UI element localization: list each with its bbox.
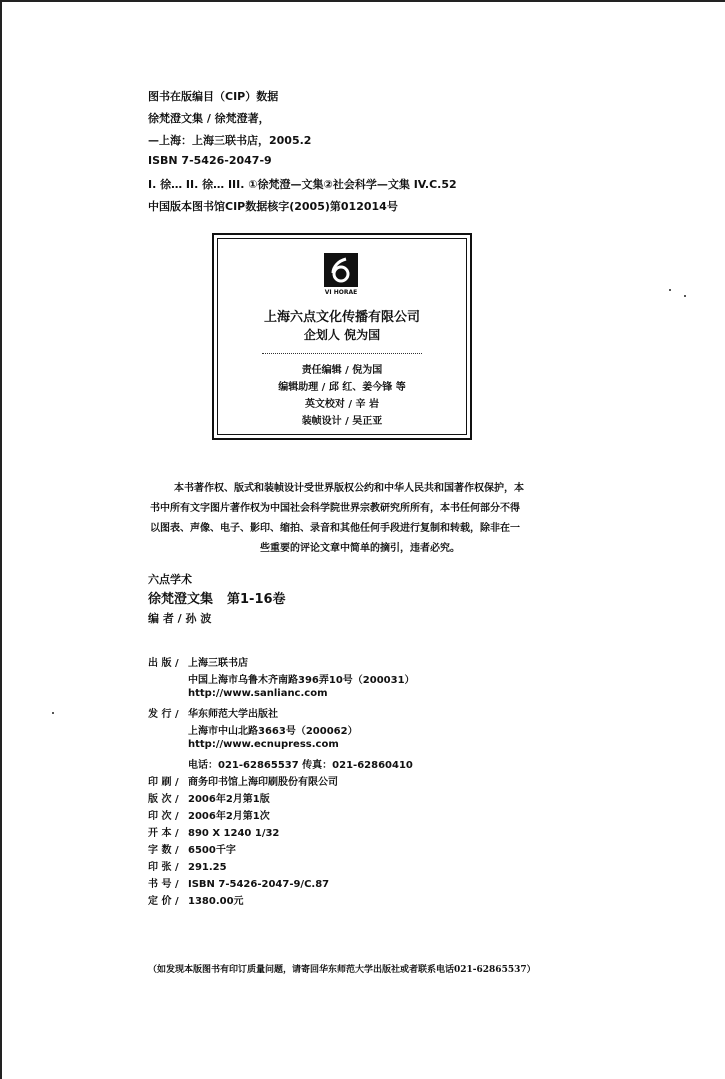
spec-value: 2006年2月第1次 — [188, 811, 270, 822]
spec-value: 2006年2月第1版 — [188, 794, 270, 805]
staff-credits — [214, 361, 470, 429]
cip-publisher: —上海：上海三联书店，2005.2 — [148, 134, 312, 147]
staff-line: 英文校对 / 辛 岩 — [304, 399, 380, 410]
staff-line: 编辑助理 / 邱 红、姜今锋 等 — [278, 382, 406, 393]
spec-label: 开 本 / — [148, 828, 179, 839]
distributor-label: 发 行 / — [148, 709, 179, 720]
spec-label: 印 刷 / — [148, 777, 179, 788]
publisher-address: 中国上海市乌鲁木齐南路396弄10号（200031） — [188, 675, 415, 686]
logo-text: VI HORAE — [324, 289, 358, 296]
publisher-url: http://www.sanlianc.com — [188, 688, 328, 699]
spec-label: 印 次 / — [148, 811, 179, 822]
scan-speck — [669, 289, 671, 291]
distributor-name: 华东师范大学出版社 — [188, 709, 278, 720]
company-name: 上海六点文化传播有限公司 — [263, 310, 420, 325]
spec-value: ISBN 7-5426-2047-9/C.87 — [188, 879, 330, 890]
editor: 编 者 / 孙 波 — [148, 612, 212, 625]
spec-label: 书 号 / — [148, 879, 179, 890]
staff-line: 装帧设计 / 吴正亚 — [301, 416, 383, 427]
copyright-line: 书中所有文字图片著作权为中国社会科学院世界宗教研究所所有，本书任何部分不得 — [150, 503, 520, 514]
book-title-name: 徐梵澄文集 — [148, 592, 214, 607]
copyright-notice — [150, 479, 570, 559]
cip-isbn: ISBN 7-5426-2047-9 — [148, 154, 272, 167]
spec-value: 1380.00元 — [188, 896, 244, 907]
cip-record-number: 中国版本图书馆CIP数据核字(2005)第012014号 — [148, 200, 398, 213]
publisher-name: 上海三联书店 — [188, 658, 248, 669]
page-edge-left — [0, 0, 2, 1079]
distributor-phone: 电话：021-62865537 传真：021-62860410 — [188, 760, 413, 771]
spec-label: 定 价 / — [148, 896, 179, 907]
series-name: 六点学术 — [148, 573, 192, 586]
scan-speck — [52, 712, 54, 714]
spec-value: 6500千字 — [188, 845, 236, 856]
copyright-line: 以图表、声像、电子、影印、缩拍、录音和其他任何手段进行复制和转载，除非在一 — [150, 523, 520, 534]
planner: 企划人 倪为国 — [303, 328, 381, 342]
spec-label: 字 数 / — [148, 845, 179, 856]
cip-block — [148, 88, 457, 220]
staff-line: 责任编辑 / 倪为国 — [301, 365, 383, 376]
copyright-line: 本书著作权、版式和装帧设计受世界版权公约和中华人民共和国著作权保护，本 — [174, 483, 524, 494]
quality-notice-footer: （如发现本版图书有印订质量问题，请寄回华东师范大学出版社或者联系电话021-62865537） — [148, 965, 536, 975]
publishing-info — [148, 654, 415, 909]
spec-label: 印 张 / — [148, 862, 179, 873]
cip-title-author: 徐梵澄文集 / 徐梵澄著， — [148, 112, 270, 125]
book-title — [148, 588, 286, 607]
spec-value: 商务印书馆上海印刷股份有限公司 — [188, 777, 338, 788]
spec-label: 版 次 / — [148, 794, 179, 805]
publisher-logo-icon — [324, 253, 358, 287]
publisher-label: 出 版 / — [148, 658, 179, 669]
distributor-address: 上海市中山北路3663号（200062） — [188, 726, 358, 737]
spec-value: 890 X 1240 1/32 — [188, 828, 280, 839]
cip-classification: I. 徐… II. 徐… III. ①徐梵澄—文集②社会科学—文集 IV.C.52 — [148, 178, 457, 191]
scan-speck — [684, 295, 686, 297]
dotted-divider — [262, 353, 422, 354]
page-edge-top — [0, 0, 725, 2]
copyright-line: 些重要的评论文章中简单的摘引，违者必究。 — [260, 543, 460, 554]
distributor-url: http://www.ecnupress.com — [188, 739, 339, 750]
spec-value: 291.25 — [188, 862, 227, 873]
book-volumes: 第1-16卷 — [227, 592, 286, 607]
credits-box — [212, 233, 472, 440]
cip-heading: 图书在版编目（CIP）数据 — [148, 90, 279, 103]
